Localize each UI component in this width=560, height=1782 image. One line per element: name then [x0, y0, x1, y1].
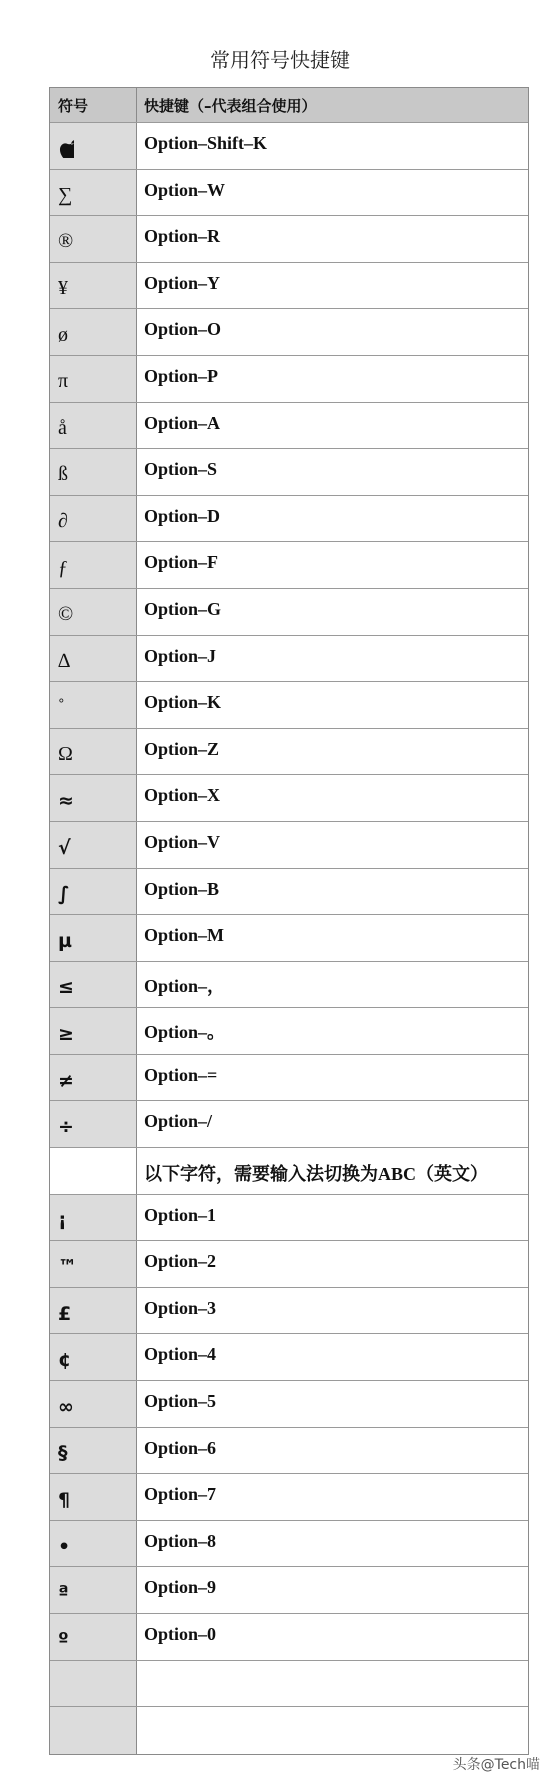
page-title: 常用符号快捷键 — [210, 48, 350, 72]
shortcut-cell — [137, 1707, 528, 1754]
header-symbol: 符号 — [50, 88, 137, 122]
shortcut-cell: Option–5 — [144, 1391, 217, 1412]
table-row — [50, 869, 528, 916]
symbol-glyph: µ — [58, 929, 72, 952]
table-row — [50, 775, 528, 822]
table-row — [50, 962, 528, 1009]
apple-logo-icon — [58, 139, 74, 158]
table-row — [50, 1381, 528, 1428]
symbol-cell — [50, 449, 137, 495]
shortcut-cell — [137, 1661, 528, 1707]
shortcut-cell: Option–X — [144, 785, 221, 806]
symbol-cell — [50, 1614, 137, 1660]
table-row — [50, 1428, 528, 1475]
table-row — [50, 309, 528, 356]
symbol-glyph: ∆ — [58, 649, 71, 672]
symbol-cell — [50, 1101, 137, 1147]
symbol-cell — [50, 309, 137, 355]
table-row — [50, 1567, 528, 1614]
symbol-glyph: © — [58, 603, 74, 626]
symbol-cell — [50, 1334, 137, 1380]
symbol-cell — [50, 542, 137, 588]
note-text: 以下字符，需要输入法切换为ABC（英文） — [144, 1164, 489, 1185]
table-row — [50, 1707, 528, 1754]
shortcut-cell: Option–4 — [144, 1344, 217, 1365]
symbol-cell — [50, 962, 137, 1008]
symbol-glyph: £ — [58, 1302, 72, 1325]
symbol-glyph: ÷ — [58, 1116, 74, 1139]
symbol-glyph: å — [58, 416, 67, 439]
shortcut-cell: Option–B — [144, 878, 220, 899]
symbol-glyph: º — [58, 1628, 69, 1651]
table-row — [50, 1614, 528, 1661]
table-row — [50, 170, 528, 217]
table-row — [50, 356, 528, 403]
header-shortcut: 快捷键（–代表组合使用） — [144, 96, 317, 115]
symbol-glyph: ∫ — [58, 883, 70, 906]
shortcut-cell: Option–Shift–K — [144, 133, 268, 153]
table-row — [50, 496, 528, 543]
shortcut-cell: Option–= — [144, 1064, 218, 1085]
symbol-glyph: ¢ — [58, 1349, 72, 1372]
symbol-glyph: ≤ — [58, 976, 74, 999]
table-row — [50, 1334, 528, 1381]
table-row — [50, 216, 528, 263]
table-row — [50, 822, 528, 869]
shortcut-cell: Option–7 — [144, 1484, 217, 1505]
symbol-glyph: ¥ — [58, 277, 68, 300]
symbol-glyph: ∂ — [58, 510, 68, 533]
symbol-cell — [50, 1148, 137, 1194]
shortcut-cell: Option–。 — [144, 1022, 226, 1043]
table-row — [50, 449, 528, 496]
symbol-glyph: ø — [58, 323, 68, 346]
table-row — [50, 636, 528, 683]
shortcut-cell: Option–6 — [144, 1437, 217, 1458]
symbol-cell — [50, 263, 137, 309]
symbol-cell — [50, 1008, 137, 1054]
symbol-glyph: ß — [58, 463, 68, 486]
symbol-cell — [50, 1195, 137, 1241]
symbol-glyph: π — [58, 370, 69, 393]
symbol-glyph: ¡ — [58, 1209, 67, 1232]
table-row — [50, 1521, 528, 1568]
shortcut-cell: Option–P — [144, 365, 219, 386]
symbol-glyph: Ω — [58, 743, 73, 766]
symbol-cell — [50, 1521, 137, 1567]
symbol-glyph: § — [58, 1442, 68, 1465]
table-row — [50, 915, 528, 962]
symbol-cell — [50, 636, 137, 682]
symbol-glyph: ¶ — [58, 1489, 71, 1512]
shortcut-cell: Option–/ — [144, 1111, 213, 1132]
symbol-cell — [50, 216, 137, 262]
symbol-cell — [50, 1241, 137, 1287]
watermark: 头条@Tech喵 — [452, 1757, 540, 1773]
symbol-glyph: ≥ — [58, 1023, 74, 1046]
table-row — [50, 1195, 528, 1242]
shortcut-cell: Option–J — [144, 645, 217, 666]
symbol-glyph: ™ — [58, 1256, 77, 1279]
table-row — [50, 403, 528, 450]
symbol-cell — [50, 1381, 137, 1427]
symbol-cell — [50, 496, 137, 542]
table-row — [50, 1288, 528, 1335]
symbol-cell — [50, 915, 137, 961]
symbol-glyph: √ — [58, 836, 71, 859]
symbol-cell — [50, 1661, 137, 1707]
shortcut-cell: Option–R — [144, 226, 221, 247]
symbol-cell — [50, 729, 137, 775]
symbol-glyph: ≠ — [58, 1069, 74, 1092]
symbol-cell — [50, 1055, 137, 1101]
shortcut-cell: Option–S — [144, 459, 218, 480]
shortcut-cell: Option–K — [144, 692, 222, 713]
shortcut-table — [49, 87, 529, 1755]
shortcut-cell: Option–9 — [144, 1577, 217, 1598]
symbol-glyph: ª — [58, 1582, 69, 1605]
symbol-cell — [50, 589, 137, 635]
symbol-cell — [50, 822, 137, 868]
symbol-glyph: ∑ — [58, 183, 73, 206]
symbol-cell — [50, 682, 137, 728]
symbol-glyph: ∞ — [58, 1395, 74, 1418]
symbol-glyph: • — [58, 1535, 71, 1558]
shortcut-cell: Option–0 — [144, 1624, 217, 1644]
symbol-cell — [50, 1707, 137, 1754]
table-row — [50, 1241, 528, 1288]
symbol-glyph: ƒ — [58, 556, 68, 579]
symbol-cell — [50, 403, 137, 449]
shortcut-cell: Option–Y — [144, 272, 221, 293]
shortcut-cell: Option–V — [144, 831, 221, 852]
shortcut-cell: Option–3 — [144, 1297, 217, 1318]
shortcut-cell: Option–M — [144, 925, 225, 946]
symbol-glyph: ≈ — [58, 790, 74, 813]
symbol-cell — [50, 1288, 137, 1334]
symbol-cell — [50, 775, 137, 821]
shortcut-cell: Option–Z — [144, 738, 220, 759]
table-row — [50, 1008, 528, 1055]
table-row — [50, 542, 528, 589]
shortcut-cell: Option–2 — [144, 1251, 217, 1272]
symbol-cell — [50, 1428, 137, 1474]
shortcut-cell: Option–A — [144, 412, 221, 433]
table-row — [50, 1148, 528, 1195]
shortcut-cell: Option–D — [144, 505, 221, 526]
symbol-cell — [50, 123, 137, 169]
symbol-glyph: ˚ — [58, 696, 65, 719]
symbol-glyph: ® — [58, 230, 74, 253]
shortcut-cell: Option–， — [144, 975, 226, 996]
shortcut-cell: Option–O — [144, 319, 222, 340]
symbol-cell — [50, 869, 137, 915]
table-row — [50, 589, 528, 636]
symbol-cell — [50, 170, 137, 216]
table-row — [50, 1474, 528, 1521]
table-row — [50, 123, 528, 170]
table-row — [50, 1055, 528, 1102]
shortcut-cell: Option–F — [144, 552, 219, 573]
table-row — [50, 1661, 528, 1708]
shortcut-cell: Option–1 — [144, 1204, 217, 1225]
symbol-cell — [50, 1567, 137, 1613]
symbol-cell — [50, 1474, 137, 1520]
table-row — [50, 729, 528, 776]
table-row — [50, 263, 528, 310]
symbol-cell — [50, 356, 137, 402]
shortcut-cell: Option–W — [144, 179, 226, 200]
shortcut-cell: Option–G — [144, 598, 222, 619]
table-header — [50, 88, 528, 123]
table-row — [50, 682, 528, 729]
table-row — [50, 1101, 528, 1148]
shortcut-cell: Option–8 — [144, 1530, 217, 1551]
